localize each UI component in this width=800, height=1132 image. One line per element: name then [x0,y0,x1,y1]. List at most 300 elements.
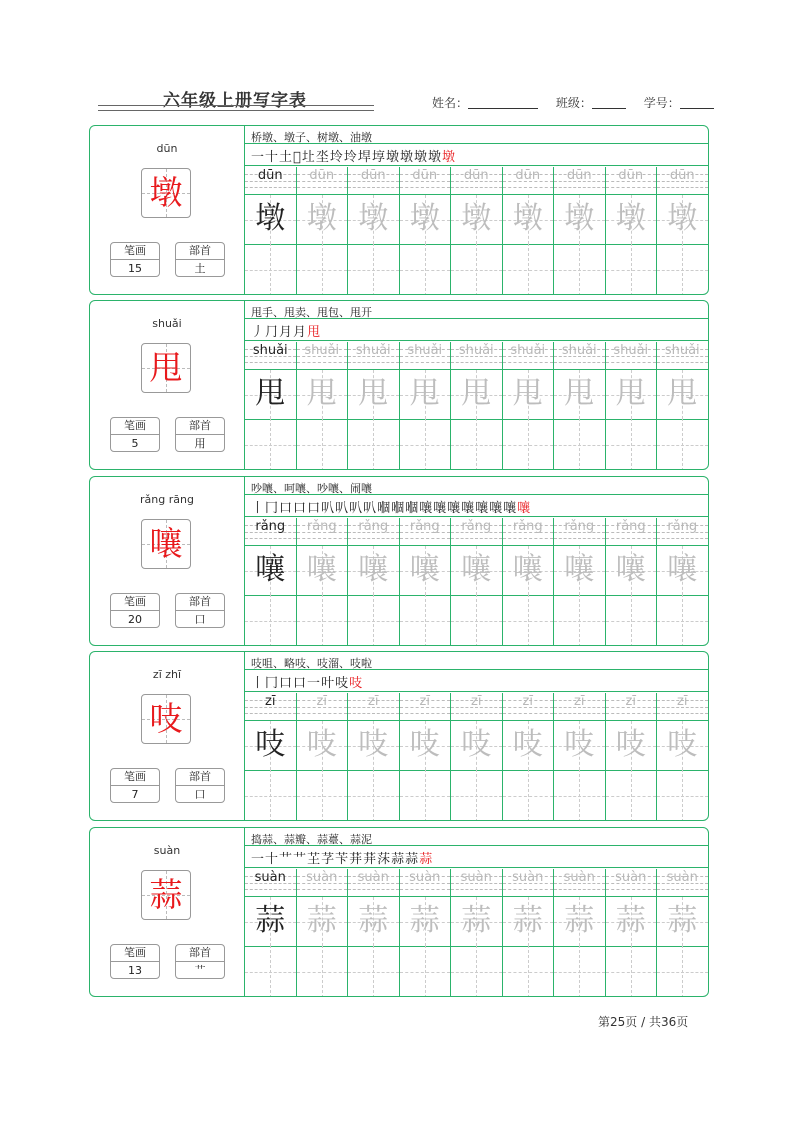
blank-practice-cell[interactable] [451,243,502,295]
practice-char: 墩 [409,201,440,236]
practice-char: 吱 [667,727,698,762]
practice-char: 吱 [306,727,337,762]
practice-cell[interactable] [400,194,451,245]
main-character: 蒜 [149,875,183,914]
page-number: 第25页 / 共36页 [598,1015,689,1029]
stroke-step: 嚷 [461,501,476,516]
practice-cell[interactable] [657,369,708,420]
practice-cell[interactable] [451,896,502,947]
stroke-step: 吱 [349,676,364,691]
practice-cell[interactable] [554,369,605,420]
practice-pinyin: suàn [306,870,338,885]
blank-practice-cell[interactable] [451,418,502,470]
stroke-count-value: 5 [131,437,139,450]
practice-pinyin: rǎng [461,519,492,534]
practice-pinyin: shuǎi [561,343,597,358]
practice-column [554,518,606,646]
practice-cell[interactable] [657,545,708,596]
stroke-step: 嗰 [391,501,406,516]
practice-area [245,828,708,996]
practice-cell[interactable] [657,194,708,245]
blank-practice-cell[interactable] [554,594,605,646]
practice-char: 嚷 [512,552,543,587]
blank-practice-cell[interactable] [451,945,502,997]
practice-pinyin: rǎng [409,519,440,534]
practice-column [606,869,658,997]
practice-column [657,342,709,470]
practice-cell[interactable] [348,369,399,420]
example-words: 桥墩、墩子、树墩、油墩 [251,131,372,144]
practice-char: 蒜 [358,903,389,938]
main-character: 嚷 [149,524,183,563]
practice-pinyin: dūn [309,168,335,183]
main-character: 吱 [149,699,183,738]
blank-practice-cell[interactable] [451,769,502,821]
practice-cell[interactable] [503,720,554,771]
practice-cell[interactable] [245,896,296,947]
practice-char: 甩 [512,376,543,411]
practice-cell[interactable] [348,194,399,245]
blank-practice-cell[interactable] [400,418,451,470]
stroke-step: 丨 [251,676,266,691]
stroke-step: 芓 [321,852,336,867]
stroke-step: 芏 [307,852,322,867]
practice-char: 墩 [358,201,389,236]
practice-pinyin: dūn [669,168,695,183]
stroke-step: 嚷 [433,501,448,516]
practice-column [451,167,503,295]
practice-column [245,518,297,646]
practice-pinyin: rǎng [255,519,286,534]
practice-cell[interactable] [245,194,296,245]
practice-pinyin: shuǎi [664,343,700,358]
practice-char: 吱 [512,727,543,762]
practice-pinyin: dūn [360,168,386,183]
practice-column [400,167,452,295]
practice-cell[interactable] [451,369,502,420]
character-display [141,870,191,920]
practice-pinyin: zī [625,694,636,709]
practice-column [503,167,555,295]
practice-column [503,693,555,821]
practice-cell[interactable] [297,896,348,947]
stroke-step: 叶 [321,676,336,691]
practice-char: 墩 [461,201,492,236]
practice-column [297,518,349,646]
practice-cell[interactable] [554,194,605,245]
practice-column [503,518,555,646]
practice-pinyin: suàn [615,870,647,885]
practice-column [400,518,452,646]
stroke-count-box [110,242,160,277]
practice-pinyin: shuǎi [613,343,649,358]
radical-value: 用 [194,437,206,450]
practice-pinyin: dūn [257,168,283,183]
stroke-step: 坽 [329,150,344,165]
stroke-step: 蒜 [419,852,434,867]
practice-cell[interactable] [606,545,657,596]
stroke-step: 艹 [293,852,308,867]
stroke-step: ⺆ [265,325,280,340]
stroke-order [251,672,363,691]
practice-cell[interactable] [348,545,399,596]
stroke-step: 荓 [363,852,378,867]
practice-cell[interactable] [400,369,451,420]
stroke-step: 嚷 [447,501,462,516]
stroke-order [251,321,321,340]
blank-practice-cell[interactable] [400,769,451,821]
stroke-count-label: 笔画 [111,945,159,962]
practice-pinyin: zī [677,694,688,709]
practice-char: 嚷 [306,552,337,587]
title-underline [98,105,374,111]
practice-cell[interactable] [451,720,502,771]
stroke-count-label: 笔画 [111,243,159,260]
blank-practice-cell[interactable] [451,594,502,646]
blank-practice-cell[interactable] [503,418,554,470]
worksheet-title: 六年级上册写字表 [163,91,307,111]
practice-char: 墩 [667,201,698,236]
practice-char: 蒜 [461,903,492,938]
stroke-step: 苄 [335,852,350,867]
practice-pinyin: rǎng [667,519,698,534]
blank-practice-cell[interactable] [297,418,348,470]
practice-grid [245,693,709,821]
blank-practice-cell[interactable] [297,769,348,821]
practice-char: 甩 [358,376,389,411]
stroke-step: 叭 [335,501,350,516]
practice-cell[interactable] [400,896,451,947]
practice-char: 吱 [255,727,286,762]
stroke-step: 口 [279,676,294,691]
practice-column [451,869,503,997]
practice-pinyin: rǎng [615,519,646,534]
practice-char: 墩 [306,201,337,236]
practice-char: 嚷 [564,552,595,587]
practice-column [297,869,349,997]
stroke-step: 一 [251,852,266,867]
character-pinyin: rǎng rāng [140,493,194,506]
practice-cell[interactable] [503,369,554,420]
stroke-step: 蒜 [405,852,420,867]
blank-practice-cell[interactable] [554,243,605,295]
stroke-order [251,848,433,867]
stroke-count-value: 15 [128,262,142,275]
character-display [141,168,191,218]
blank-practice-cell[interactable] [657,418,708,470]
practice-grid [245,167,709,295]
blank-practice-cell[interactable] [245,418,296,470]
practice-pinyin: zī [574,694,585,709]
class-label: 班级： [555,96,592,110]
blank-practice-cell[interactable] [554,945,605,997]
stroke-count-value: 13 [128,964,142,977]
blank-practice-cell[interactable] [297,243,348,295]
blank-practice-cell[interactable] [245,945,296,997]
stroke-step: 吱 [335,676,350,691]
stroke-step: 荓 [349,852,364,867]
character-card [89,300,709,470]
blank-practice-cell[interactable] [297,594,348,646]
name-blank[interactable] [468,96,538,109]
practice-column [400,869,452,997]
blank-practice-cell[interactable] [657,243,708,295]
radical-value: 艹 [194,964,206,977]
stroke-step: 坔 [315,150,330,165]
practice-char: 蒜 [564,903,595,938]
practice-pinyin: suàn [254,870,286,885]
practice-cell[interactable] [451,545,502,596]
stroke-step: 冂 [265,501,280,516]
practice-column [503,869,555,997]
stroke-step: 口 [279,501,294,516]
character-card [89,651,709,821]
stroke-step: 圵 [301,150,316,165]
character-info-panel [90,652,245,820]
blank-practice-cell[interactable] [348,945,399,997]
practice-cell[interactable] [348,896,399,947]
stroke-order [251,146,456,165]
stroke-step: 叭 [349,501,364,516]
stroke-count-box [110,593,160,628]
blank-practice-cell[interactable] [297,945,348,997]
practice-pinyin: zī [419,694,430,709]
stroke-step: 嚷 [489,501,504,516]
practice-cell[interactable] [245,369,296,420]
practice-column [503,342,555,470]
practice-pinyin: dūn [463,168,489,183]
practice-pinyin: rǎng [512,519,543,534]
blank-practice-cell[interactable] [503,243,554,295]
class-blank[interactable] [592,96,626,109]
stroke-step: 墩 [442,150,457,165]
stroke-count-label: 笔画 [111,594,159,611]
character-info-panel [90,477,245,645]
blank-practice-cell[interactable] [606,243,657,295]
stroke-step: 𡉀 [293,150,302,165]
practice-cell[interactable] [606,720,657,771]
practice-pinyin: shuǎi [458,343,494,358]
practice-cell[interactable] [348,720,399,771]
practice-pinyin: shuǎi [304,343,340,358]
blank-practice-cell[interactable] [245,243,296,295]
practice-char: 甩 [667,376,698,411]
stroke-count-value: 20 [128,613,142,626]
practice-cell[interactable] [554,545,605,596]
blank-practice-cell[interactable] [657,769,708,821]
practice-pinyin: dūn [566,168,592,183]
practice-pinyin: zī [265,694,276,709]
stroke-step: 嗰 [405,501,420,516]
character-display [141,343,191,393]
stroke-count-label: 笔画 [111,418,159,435]
practice-pinyin: rǎng [358,519,389,534]
blank-practice-cell[interactable] [606,418,657,470]
id-label: 学号： [643,96,680,110]
stroke-step: 十 [265,150,280,165]
practice-cell[interactable] [297,545,348,596]
blank-practice-cell[interactable] [657,594,708,646]
practice-pinyin: dūn [515,168,541,183]
radical-value: 口 [194,613,206,626]
character-info-panel [90,126,245,294]
blank-practice-cell[interactable] [554,418,605,470]
practice-char: 蒜 [667,903,698,938]
main-character: 墩 [149,173,183,212]
practice-pinyin: shuǎi [407,343,443,358]
stroke-step: 叭 [321,501,336,516]
stroke-step: 土 [279,150,294,165]
practice-column [348,167,400,295]
blank-practice-cell[interactable] [400,945,451,997]
practice-cell[interactable] [400,720,451,771]
stroke-step: 嗰 [377,501,392,516]
practice-char: 蒜 [306,903,337,938]
practice-pinyin: suàn [512,870,544,885]
practice-column [348,869,400,997]
stroke-step: 冂 [265,676,280,691]
radical-label: 部首 [176,418,224,435]
practice-column [657,869,709,997]
character-info-panel [90,301,245,469]
blank-practice-cell[interactable] [348,594,399,646]
practice-cell[interactable] [245,545,296,596]
stroke-step: 十 [265,852,280,867]
practice-column [297,167,349,295]
stroke-step: 嚷 [503,501,518,516]
practice-column [554,693,606,821]
blank-practice-cell[interactable] [657,945,708,997]
practice-char: 嚷 [409,552,440,587]
stroke-step: 莯 [377,852,392,867]
stroke-count-box [110,944,160,979]
example-words: 吱咀、略吱、吱溜、吱啦 [251,657,372,670]
stroke-step: 嚷 [419,501,434,516]
practice-area [245,126,708,294]
stroke-step: 墩 [399,150,414,165]
character-pinyin: zī zhī [152,668,182,681]
stroke-step: 月 [293,325,308,340]
practice-column [245,167,297,295]
stroke-step: 艹 [279,852,294,867]
student-info-fields [432,94,714,111]
practice-pinyin: suàn [666,870,698,885]
stroke-step: 嚷 [517,501,532,516]
blank-practice-cell[interactable] [606,769,657,821]
practice-cell[interactable] [297,194,348,245]
blank-practice-cell[interactable] [503,769,554,821]
practice-cell[interactable] [297,720,348,771]
practice-cell[interactable] [554,896,605,947]
practice-column [348,518,400,646]
stroke-step: 垾 [357,150,372,165]
blank-practice-cell[interactable] [400,594,451,646]
blank-practice-cell[interactable] [554,769,605,821]
radical-box [175,768,225,803]
practice-cell[interactable] [503,545,554,596]
practice-cell[interactable] [245,720,296,771]
blank-practice-cell[interactable] [606,945,657,997]
blank-practice-cell[interactable] [348,418,399,470]
practice-char: 蒜 [615,903,646,938]
stroke-step: 埻 [371,150,386,165]
practice-column [451,518,503,646]
practice-column [400,693,452,821]
stroke-count-label: 笔画 [111,769,159,786]
practice-char: 甩 [461,376,492,411]
practice-char: 嚷 [615,552,646,587]
practice-pinyin: dūn [618,168,644,183]
radical-box [175,417,225,452]
radical-box [175,242,225,277]
character-pinyin: shuǎi [152,317,182,330]
practice-column [606,693,658,821]
practice-char: 蒜 [409,903,440,938]
practice-char: 墩 [564,201,595,236]
name-label: 姓名： [432,96,469,110]
stroke-step: 叭 [363,501,378,516]
practice-cell[interactable] [503,194,554,245]
practice-cell[interactable] [606,369,657,420]
blank-practice-cell[interactable] [348,243,399,295]
practice-cell[interactable] [606,194,657,245]
character-card [89,125,709,295]
practice-pinyin: rǎng [564,519,595,534]
practice-column [606,342,658,470]
practice-pinyin: rǎng [306,519,337,534]
blank-practice-cell[interactable] [503,945,554,997]
radical-value: 口 [194,788,206,801]
practice-char: 蒜 [255,903,286,938]
stroke-step: 墩 [428,150,443,165]
practice-char: 甩 [564,376,595,411]
practice-area [245,301,708,469]
practice-column [657,693,709,821]
practice-column [451,342,503,470]
blank-practice-cell[interactable] [245,769,296,821]
practice-cell[interactable] [606,896,657,947]
blank-practice-cell[interactable] [400,243,451,295]
stroke-count-box [110,768,160,803]
radical-label: 部首 [176,945,224,962]
practice-pinyin: zī [316,694,327,709]
blank-practice-cell[interactable] [606,594,657,646]
stroke-step: 口 [293,501,308,516]
stroke-step: 月 [279,325,294,340]
blank-practice-cell[interactable] [503,594,554,646]
practice-cell[interactable] [297,369,348,420]
stroke-step: 口一 [293,676,322,691]
practice-cell[interactable] [554,720,605,771]
blank-practice-cell[interactable] [245,594,296,646]
stroke-step: 丨 [251,501,266,516]
radical-box [175,593,225,628]
character-display [141,519,191,569]
practice-grid [245,869,709,997]
example-words: 吵嚷、呵嚷、吵嚷、闹嚷 [251,482,372,495]
practice-cell[interactable] [400,545,451,596]
stroke-step: 一 [251,150,266,165]
practice-cell[interactable] [657,896,708,947]
practice-char: 吱 [615,727,646,762]
practice-char: 吱 [461,727,492,762]
practice-cell[interactable] [657,720,708,771]
practice-cell[interactable] [451,194,502,245]
practice-cell[interactable] [503,896,554,947]
id-blank[interactable] [680,96,714,109]
practice-char: 墩 [615,201,646,236]
blank-practice-cell[interactable] [348,769,399,821]
